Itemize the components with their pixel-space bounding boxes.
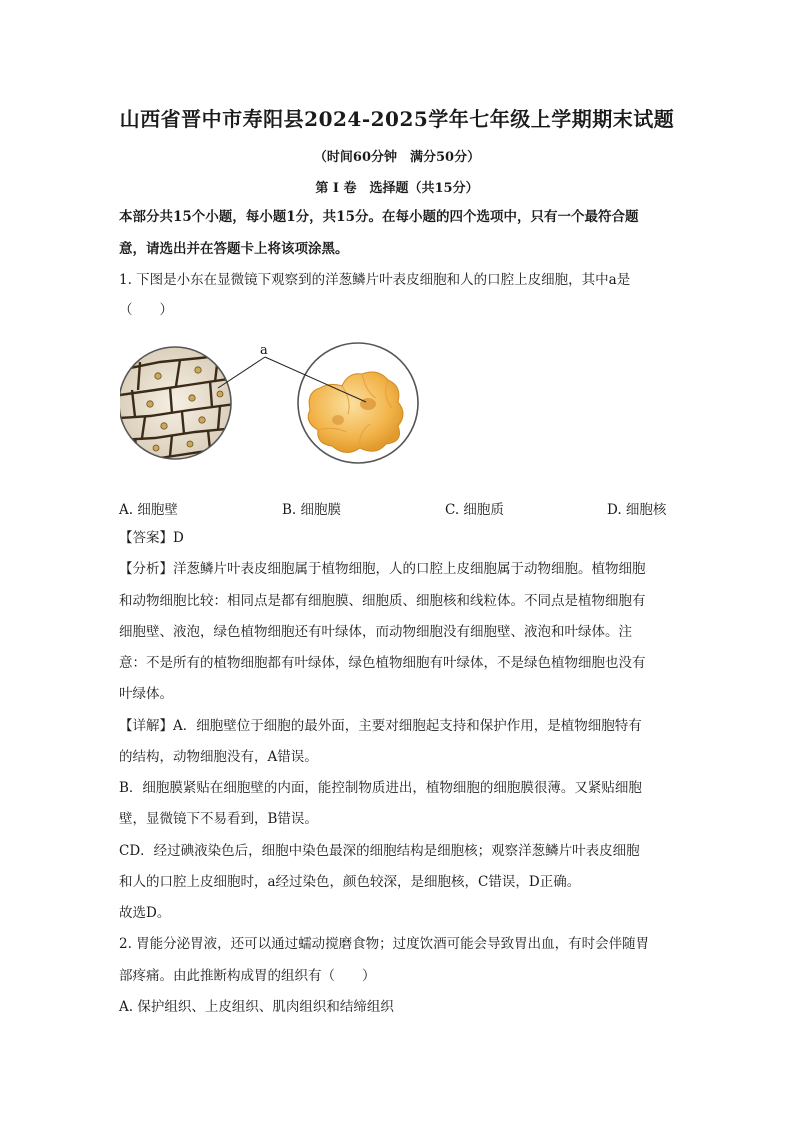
- q1-detail-line-5: CD．经过碘液染色后，细胞中染色最深的细胞结构是细胞核；观察洋葱鳞片叶表皮细胞: [119, 843, 640, 859]
- q1-answer: 【答案】D: [119, 530, 184, 546]
- q2-option-a[interactable]: A. 保护组织、上皮组织、肌肉组织和结缔组织: [119, 999, 394, 1015]
- q1-analysis-line-1: 【分析】洋葱鳞片叶表皮细胞属于植物细胞，人的口腔上皮细胞属于动物细胞。植物细胞: [119, 561, 646, 577]
- q1-analysis-line-5: 叶绿体。: [119, 686, 173, 702]
- exam-time-score: （时间60分钟 满分50分）: [313, 150, 481, 165]
- q1-stem-line-2: （ ）: [119, 302, 173, 318]
- q1-detail-line-6: 和人的口腔上皮细胞时，a经过染色，颜色较深，是细胞核，C错误，D正确。: [119, 874, 581, 890]
- q1-option-d[interactable]: D. 细胞核: [607, 502, 667, 518]
- q1-detail-line-2: 的结构，动物细胞没有，A错误。: [119, 749, 318, 765]
- microscope-figure: [120, 340, 420, 465]
- q2-stem-line-1: 2. 胃能分泌胃液，还可以通过蠕动搅磨食物；过度饮酒可能会导致胃出血，有时会伴随胃: [119, 936, 650, 952]
- cheek-cells-view: [298, 343, 418, 463]
- q1-detail-line-4: 壁，显微镜下不易看到，B错误。: [119, 811, 318, 827]
- q2-stem-line-2: 部疼痛。由此推断构成胃的组织有（ ）: [119, 968, 376, 984]
- q1-option-c[interactable]: C. 细胞质: [445, 502, 504, 518]
- onion-cells-view: [120, 347, 235, 460]
- q1-analysis-line-3: 细胞壁、液泡，绿色植物细胞还有叶绿体，而动物细胞没有细胞壁、液泡和叶绿体。注: [119, 624, 632, 640]
- instructions-line-1: 本部分共15个小题，每小题1分，共15分。在每小题的四个选项中，只有一个最符合题: [119, 209, 639, 225]
- q1-detail-line-1: 【详解】A．细胞壁位于细胞的最外面，主要对细胞起支持和保护作用，是植物细胞特有: [119, 718, 642, 734]
- figure-label-a: a: [260, 343, 268, 358]
- page-title: 山西省晋中市寿阳县2024-2025学年七年级上学期期末试题: [119, 107, 675, 131]
- section-heading: 第 I 卷 选择题（共15分）: [315, 181, 479, 196]
- q1-analysis-line-4: 意：不是所有的植物细胞都有叶绿体，绿色植物细胞有叶绿体，不是绿色植物细胞也没有: [119, 655, 646, 671]
- q1-stem-line-1: 1. 下图是小东在显微镜下观察到的洋葱鳞片叶表皮细胞和人的口腔上皮细胞，其中a是: [119, 272, 631, 288]
- q1-detail-line-7: 故选D。: [119, 905, 171, 921]
- q1-detail-line-3: B．细胞膜紧贴在细胞壁的内面，能控制物质进出，植物细胞的细胞膜很薄。又紧贴细胞: [119, 780, 642, 796]
- q1-option-a[interactable]: A. 细胞壁: [119, 502, 178, 518]
- instructions-line-2: 意，请选出并在答题卡上将该项涂黑。: [119, 241, 349, 257]
- q1-analysis-line-2: 和动物细胞比较：相同点是都有细胞膜、细胞质、细胞核和线粒体。不同点是植物细胞有: [119, 593, 646, 609]
- q1-option-b[interactable]: B. 细胞膜: [282, 502, 342, 518]
